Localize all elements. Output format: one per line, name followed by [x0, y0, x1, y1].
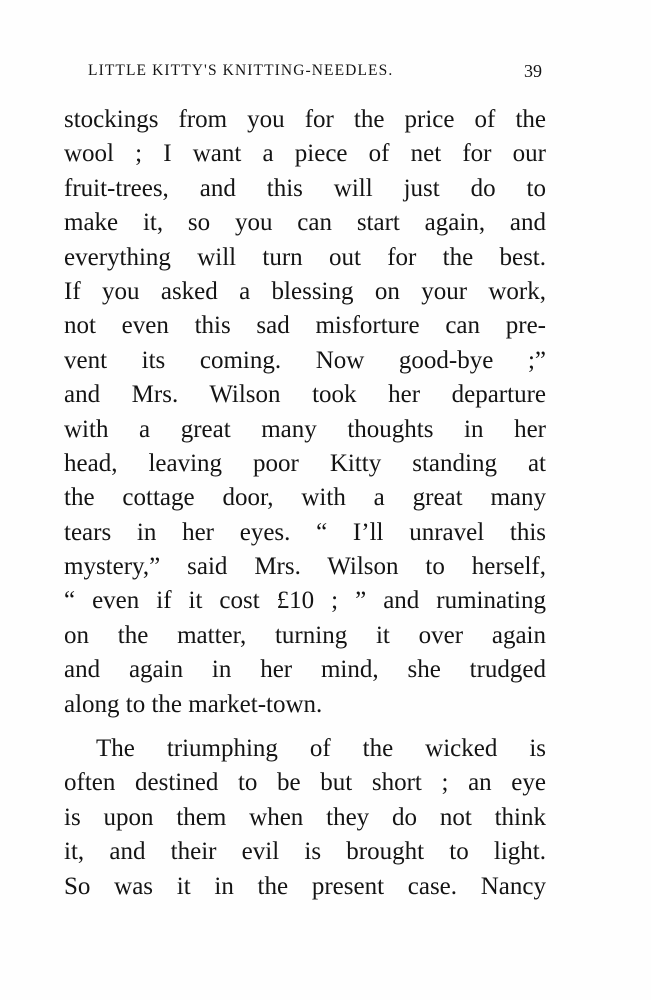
text-line: everything will turn out for the best. — [64, 243, 546, 271]
text-line: and Mrs. Wilson took her departure — [64, 381, 546, 409]
text-line: “ even if it cost £10 ; ” and ruminating — [64, 587, 546, 615]
text-line: with a great many thoughts in her — [64, 415, 546, 443]
running-header — [66, 60, 542, 82]
text-line: vent its coming. Now good-bye ;” — [64, 346, 546, 374]
paragraph — [64, 103, 546, 722]
header-title: LITTLE KITTY'S KNITTING-NEEDLES. — [88, 62, 394, 79]
paragraph — [64, 732, 546, 904]
paragraph-gap — [64, 722, 546, 732]
text-line: So was it in the present case. Nancy — [64, 872, 546, 900]
text-line: make it, so you can start again, and — [64, 209, 546, 237]
text-line: it, and their evil is brought to light. — [64, 838, 546, 866]
text-line: stockings from you for the price of the — [64, 106, 546, 133]
text-line: The triumphing of the wicked is — [96, 735, 546, 763]
text-line: If you asked a blessing on your work, — [64, 277, 546, 305]
text-line: mystery,” said Mrs. Wilson to herself, — [64, 553, 546, 581]
body-text — [64, 103, 546, 904]
text-line: is upon them when they do not think — [64, 803, 546, 831]
text-line: wool ; I want a piece of net for our — [64, 140, 546, 168]
text-line: not even this sad misforture can pre- — [64, 312, 546, 340]
text-line: tears in her eyes. “ I’ll unravel this — [64, 518, 546, 546]
text-line: often destined to be but short ; an eye — [64, 769, 546, 797]
text-line: on the matter, turning it over again — [64, 621, 546, 649]
text-line: the cottage door, with a great many — [64, 484, 546, 512]
text-line: along to the market-town. — [64, 690, 323, 718]
text-line: fruit-trees, and this will just do to — [64, 174, 546, 202]
text-line: head, leaving poor Kitty standing at — [64, 449, 546, 477]
page-number: 39 — [524, 61, 542, 81]
text-line: and again in her mind, she trudged — [64, 656, 546, 684]
